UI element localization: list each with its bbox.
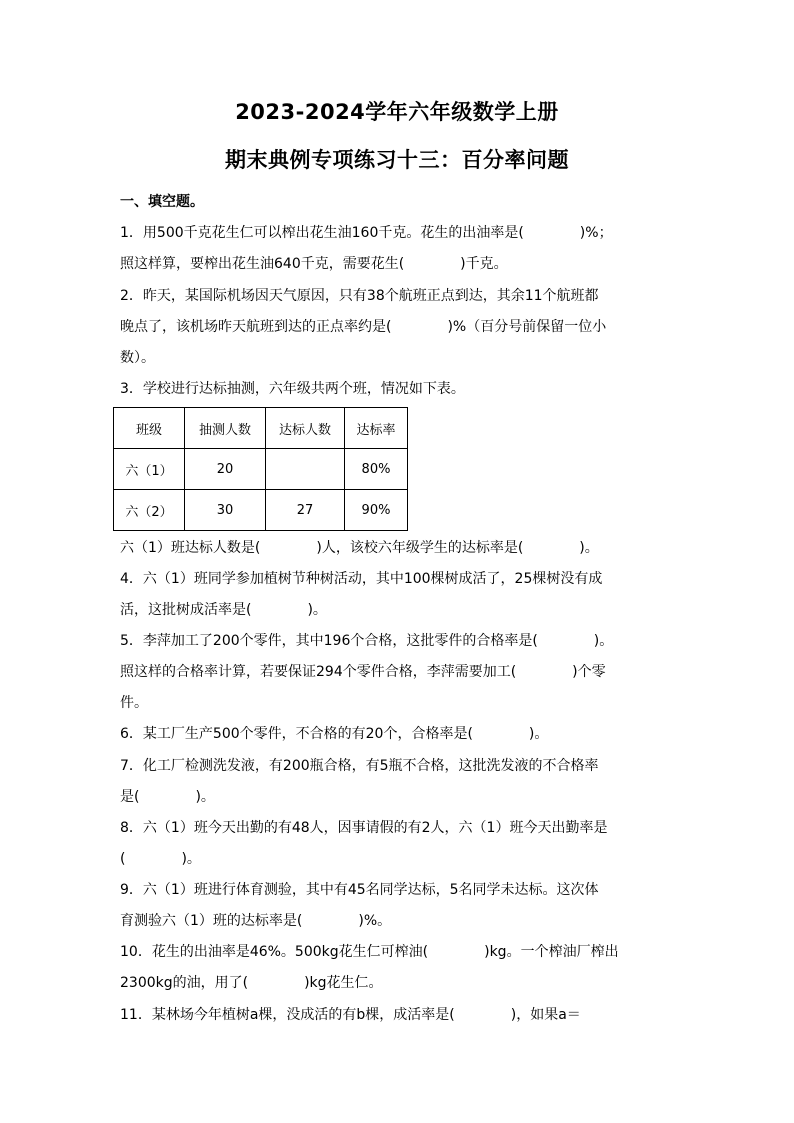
document-subtitle: 期末典例专项练习十三：百分率问题 xyxy=(225,148,569,172)
question-7-line-1: 7．化工厂检测洗发液，有200瓶合格，有5瓶不合格，这批洗发液的不合格率 xyxy=(120,758,599,774)
question-6-line-1: 6．某工厂生产500个零件，不合格的有20个，合格率是( )。 xyxy=(120,726,549,742)
table-cell: 六（1） xyxy=(114,449,185,490)
table-header-row xyxy=(114,408,408,449)
document-title: 2023-2024学年六年级数学上册 xyxy=(235,100,559,124)
question-1-line-2: 照这样算，要榨出花生油640千克，需要花生( )千克。 xyxy=(120,256,508,272)
question-10-line-1: 10．花生的出油率是46%。500kg花生仁可榨油( )kg。一个榨油厂榨出 xyxy=(120,944,619,960)
question-2-line-1: 2．昨天，某国际机场因天气原因，只有38个航班正点到达，其余11个航班都 xyxy=(120,288,599,304)
question-2-line-2: 晚点了，该机场昨天航班到达的正点率约是( )%（百分号前保留一位小 xyxy=(120,319,607,335)
question-8-line-1: 8．六（1）班今天出勤的有48人，因事请假的有2人，六（1）班今天出勤率是 xyxy=(120,820,608,836)
table-cell: 六（2） xyxy=(114,490,185,531)
table-header-cell: 达标人数 xyxy=(266,408,345,449)
question-3-line-2: 六（1）班达标人数是( )人，该校六年级学生的达标率是( )。 xyxy=(120,540,599,556)
table-cell: 90% xyxy=(345,490,408,531)
question-5-line-2: 照这样的合格率计算，若要保证294个零件合格，李萍需要加工( )个零 xyxy=(120,664,606,680)
table-cell: 30 xyxy=(185,490,266,531)
question-7-line-2: 是( )。 xyxy=(120,789,215,805)
question-11-line-1: 11．某林场今年植树a棵，没成活的有b棵，成活率是( )，如果a＝ xyxy=(120,1007,581,1023)
table-row xyxy=(114,449,408,490)
section-heading: 一、填空题。 xyxy=(120,194,204,210)
score-table xyxy=(113,407,408,531)
question-5-line-1: 5．李萍加工了200个零件，其中196个合格，这批零件的合格率是( )。 xyxy=(120,633,614,649)
question-10-line-2: 2300kg的油，用了( )kg花生仁。 xyxy=(120,975,383,991)
question-9-line-1: 9．六（1）班进行体育测验，其中有45名同学达标，5名同学未达标。这次体 xyxy=(120,882,599,898)
question-9-line-2: 育测验六（1）班的达标率是( )%。 xyxy=(120,913,392,929)
question-3-line-1: 3．学校进行达标抽测，六年级共两个班，情况如下表。 xyxy=(120,381,465,397)
table-cell xyxy=(266,449,345,490)
table-header-cell: 达标率 xyxy=(345,408,408,449)
question-8-line-2: ( )。 xyxy=(120,851,201,867)
table-header-cell: 抽测人数 xyxy=(185,408,266,449)
table-header-cell: 班级 xyxy=(114,408,185,449)
table-cell: 20 xyxy=(185,449,266,490)
question-5-line-3: 件。 xyxy=(120,695,148,711)
table-cell: 80% xyxy=(345,449,408,490)
question-4-line-1: 4．六（1）班同学参加植树节种树活动，其中100棵树成活了，25棵树没有成 xyxy=(120,571,603,587)
question-2-line-3: 数）。 xyxy=(120,350,155,366)
question-4-line-2: 活，这批树成活率是( )。 xyxy=(120,602,327,618)
question-1-line-1: 1．用500千克花生仁可以榨出花生油160千克。花生的出油率是( )%； xyxy=(120,225,613,241)
table-cell: 27 xyxy=(266,490,345,531)
table-row xyxy=(114,490,408,531)
